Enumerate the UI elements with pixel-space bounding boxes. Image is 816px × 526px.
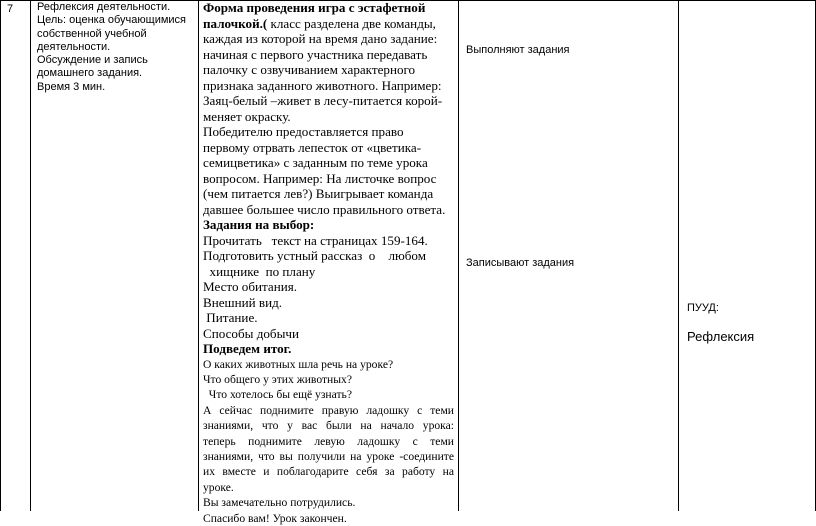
game-heading: Форма проведения игра с эстафетной [203, 0, 426, 15]
stage-line: домашнего задания. [37, 67, 143, 80]
closing-line: Вы замечательно потрудились. [203, 496, 356, 510]
stage-line: собственной учебной [37, 27, 147, 40]
row-number-cell [0, 0, 30, 15]
game-line: меняет окраску. [203, 108, 291, 124]
choice-line: Место обитания. [203, 279, 298, 294]
student-action: Записывают задания [466, 257, 575, 269]
game-line: каждая из которой на время дано задание: [203, 31, 438, 46]
game-line: первому отрвать лепесток от «цветика- [203, 139, 422, 155]
choice-line: Внешний вид. [203, 294, 283, 310]
stage-line: Цель: оценка обучающимися [37, 14, 186, 27]
summary-question: О каких животных шла речь на уроке? [203, 357, 394, 371]
stage-cell [30, 0, 198, 94]
game-line: начиная с первого участника передавать [203, 46, 428, 62]
uud-label: ПУУД: [687, 302, 719, 314]
closing-line: Спасибо вам! Урок закончен. [203, 511, 347, 525]
game-line: Заяц-белый –живет в лесу-питается корой- [203, 93, 443, 108]
choice-line: хищнике по плану [203, 263, 316, 279]
stage-line: Время 3 мин. [37, 80, 106, 93]
summary-question: Что хотелось бы ещё узнать? [203, 388, 352, 402]
closing-line: знаниями, что вы получили на уроке -соедините [203, 449, 454, 463]
summary-question: Что общего у этих животных? [203, 372, 352, 386]
student-action: Выполняют задания [466, 44, 570, 56]
choice-line: Питание. [203, 310, 258, 325]
closing-line: А сейчас поднимите правую ладошку с теми [203, 403, 454, 417]
closing-line: теперь поднимите левую ладошку с теми [203, 434, 454, 448]
closing-line: уроке. [203, 480, 234, 494]
uud-value: Рефлексия [687, 329, 755, 344]
game-line: палочку с озвучиванием характерного [203, 62, 416, 77]
closing-line: их вместе и поблагодарите себя за работу на [203, 465, 454, 479]
summary-heading: Подведем итог. [203, 341, 292, 356]
stage-line: Рефлексия деятельности. [37, 1, 171, 13]
game-heading-line2: палочкой.( класс разделена две команды, [203, 15, 436, 31]
stage-line: Обсуждение и запись [37, 54, 148, 67]
game-line: семицветика» с заданным по теме урока [203, 155, 428, 170]
choice-line: Способы добычи [203, 325, 299, 341]
game-line: давшее большее число правильного ответа. [203, 201, 446, 217]
game-line: признака заданного животного. Например: [203, 77, 442, 93]
game-line: Победителю предоставляется право [203, 124, 404, 139]
choice-line: Подготовить устный рассказ о любом [203, 248, 427, 263]
student-activity-cell [458, 0, 678, 511]
column-border [0, 0, 1, 511]
choice-line: Прочитать текст на страницах 159-164. [203, 232, 428, 248]
teacher-activity-cell [198, 0, 458, 526]
uud-cell [678, 0, 816, 511]
game-line: (чем питается лев?) Выигрывает команда [203, 186, 434, 201]
row-number: 7 [7, 3, 14, 15]
stage-line: деятельности. [37, 40, 111, 53]
closing-line: знаниями, что у вас были на начало урока: [203, 419, 454, 433]
choice-heading: Задания на выбор: [203, 217, 315, 232]
game-line: вопросом. Например: На листочке вопрос [203, 170, 437, 186]
